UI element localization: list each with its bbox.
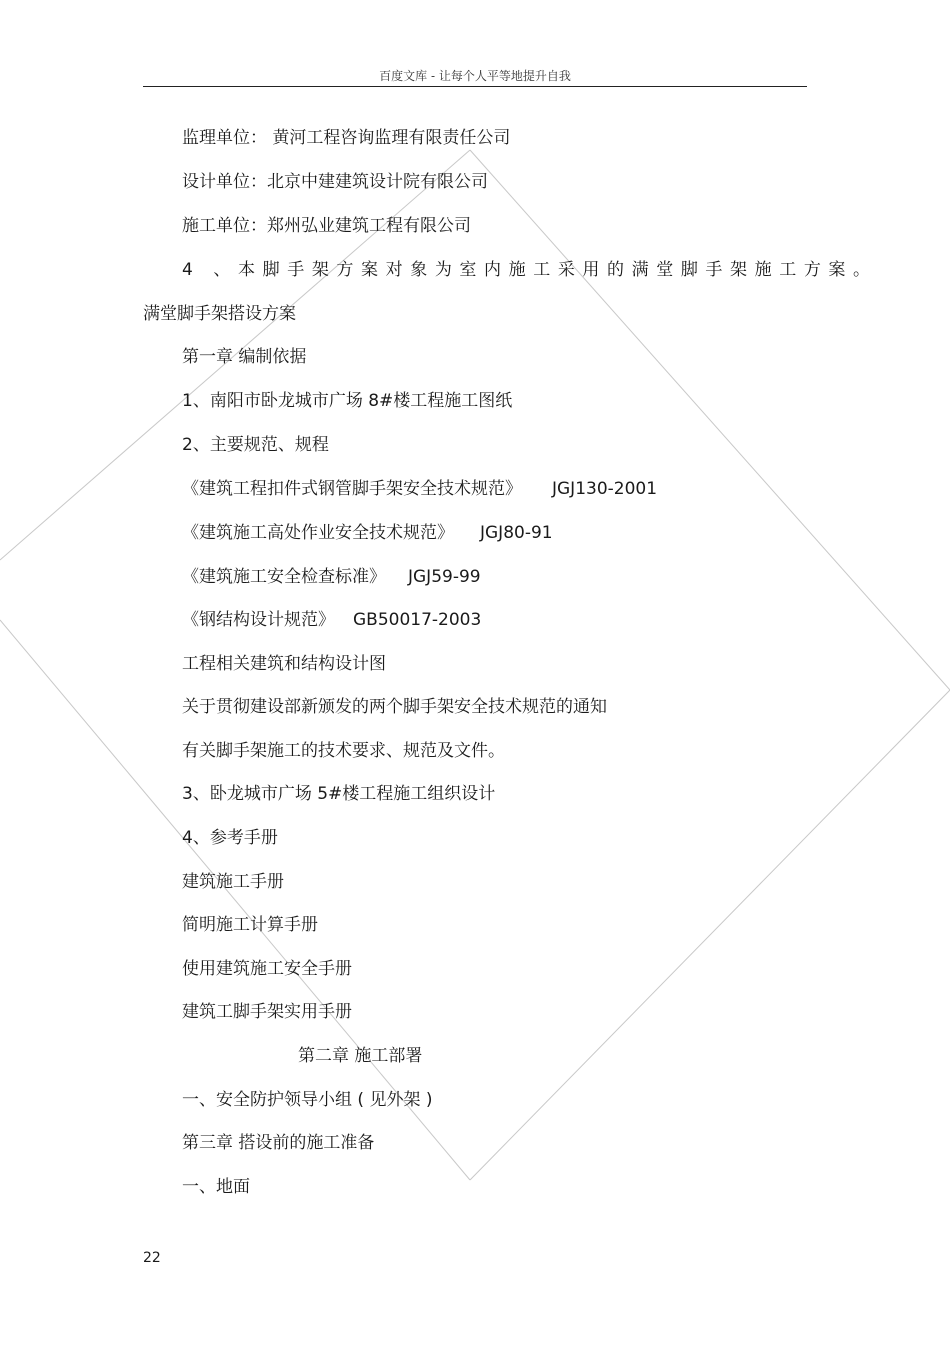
standard-3-name: 《建筑施工安全检查标准》 (182, 567, 386, 587)
basis-item-1: 1、南阳市卧龙城市广场 8#楼工程施工图纸 (182, 391, 513, 411)
standard-2 (182, 522, 553, 544)
watermark-line (470, 150, 950, 690)
manual-1: 建筑施工手册 (182, 872, 284, 892)
header-divider (143, 86, 807, 87)
standard-2-name: 《建筑施工高处作业安全技术规范》 (182, 523, 454, 543)
manual-3: 使用建筑施工安全手册 (182, 959, 352, 979)
section-safety-group: 一、安全防护领导小组 ( 见外架 ) (182, 1090, 433, 1110)
page-number: 22 (143, 1250, 161, 1266)
standard-4 (182, 609, 481, 631)
standard-3-code: JGJ59-99 (408, 567, 481, 587)
chapter-1-heading: 第一章 编制依据 (182, 347, 307, 367)
standard-3 (182, 566, 481, 588)
item-4-scope: 4 、本脚手架方案对象为室内施工采用的满堂脚手架施工方案。 (182, 260, 878, 280)
standard-2-code: JGJ80-91 (480, 523, 553, 543)
standard-1-code: JGJ130-2001 (552, 479, 658, 499)
standard-4-code: GB50017-2003 (353, 610, 482, 630)
basis-item-4: 4、参考手册 (182, 828, 278, 848)
reference-requirements: 有关脚手架施工的技术要求、规范及文件。 (182, 741, 505, 761)
manual-2: 简明施工计算手册 (182, 915, 318, 935)
chapter-3-heading: 第三章 搭设前的施工准备 (182, 1133, 375, 1153)
section-ground: 一、地面 (182, 1177, 250, 1197)
reference-drawings: 工程相关建筑和结构设计图 (182, 654, 386, 674)
chapter-2-heading: 第二章 施工部署 (298, 1046, 423, 1066)
manual-4: 建筑工脚手架实用手册 (182, 1002, 352, 1022)
supervisor-unit: 监理单位： 黄河工程咨询监理有限责任公司 (182, 128, 511, 148)
standard-1 (182, 478, 657, 500)
basis-item-2: 2、主要规范、规程 (182, 435, 329, 455)
design-unit: 设计单位：北京中建建筑设计院有限公司 (182, 172, 488, 192)
basis-item-3: 3、卧龙城市广场 5#楼工程施工组织设计 (182, 784, 496, 804)
reference-notice: 关于贯彻建设部新颁发的两个脚手架安全技术规范的通知 (182, 697, 607, 717)
standard-1-name: 《建筑工程扣件式钢管脚手架安全技术规范》 (182, 479, 522, 499)
watermark-line (470, 690, 950, 1180)
page-header: 百度文库 - 让每个人平等地提升自我 (379, 69, 571, 83)
standard-4-name: 《钢结构设计规范》 (182, 610, 335, 630)
construction-unit: 施工单位：郑州弘业建筑工程有限公司 (182, 216, 471, 236)
plan-title: 满堂脚手架搭设方案 (143, 304, 296, 324)
